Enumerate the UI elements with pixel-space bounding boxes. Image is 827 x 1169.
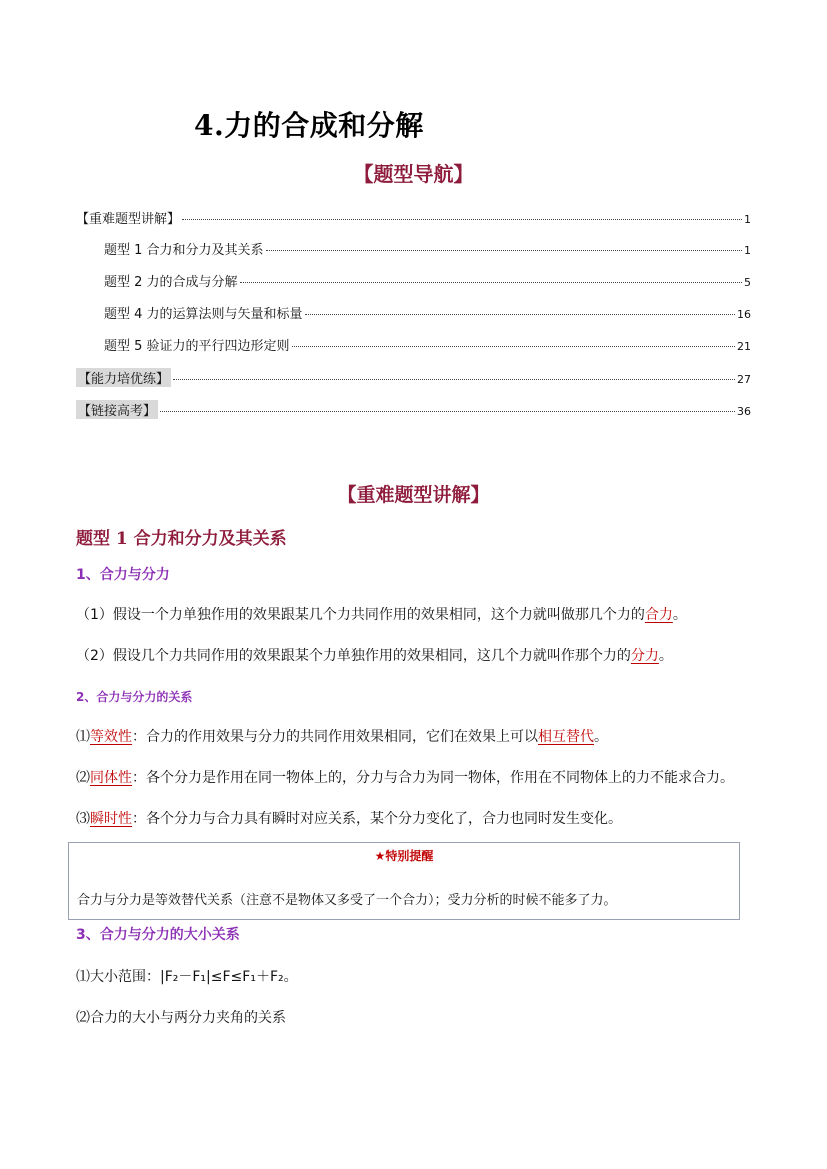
special-reminder-title: ★特别提醒 xyxy=(374,849,434,863)
magnitude-angle: ⑵合力的大小与两分力夹角的关系 xyxy=(76,1010,286,1026)
special-reminder-box xyxy=(68,842,740,920)
toc-label: 【重难题型讲解】 xyxy=(76,212,181,227)
toc-leader xyxy=(305,314,735,315)
keyword-equivalence: 等效性 xyxy=(90,729,132,745)
keyword-instantaneous: 瞬时性 xyxy=(90,811,132,827)
relation-equivalence xyxy=(76,726,608,746)
paragraph-text: （2）假设几个力共同作用的效果跟某个力单独作用的效果相同，这几个力就叫作那个力的 xyxy=(76,648,631,664)
toc-leader xyxy=(182,219,742,220)
toc-entry[interactable] xyxy=(104,239,751,258)
nav-heading: 【题型导航】 xyxy=(353,162,474,186)
toc-entry[interactable] xyxy=(76,368,751,387)
toc-page: 1 xyxy=(744,213,751,226)
paragraph-resultant xyxy=(76,604,687,624)
toc-page: 16 xyxy=(737,308,751,321)
toc-label: 【链接高考】 xyxy=(76,400,158,419)
section-heading: 【重难题型讲解】 xyxy=(337,484,490,506)
paragraph-end: 。 xyxy=(658,648,673,664)
relation-instantaneous xyxy=(76,808,622,828)
relation-end: 。 xyxy=(594,729,608,745)
toc-page: 27 xyxy=(737,373,751,386)
toc-label: 题型 2 力的合成与分解 xyxy=(104,275,238,290)
toc-leader xyxy=(240,282,742,283)
list-number: ⑴ xyxy=(76,729,90,745)
toc-label: 题型 4 力的运算法则与矢量和标量 xyxy=(104,307,303,322)
toc-leader xyxy=(292,346,735,347)
list-number: ⑶ xyxy=(76,811,90,827)
toc-page: 36 xyxy=(737,405,751,418)
type-heading: 题型 1 合力和分力及其关系 xyxy=(76,529,287,549)
toc-page: 5 xyxy=(744,276,751,289)
magnitude-range: ⑴大小范围：|F₂－F₁|≤F≤F₁＋F₂。 xyxy=(76,969,298,985)
toc-leader xyxy=(160,411,735,412)
toc-entry[interactable] xyxy=(104,303,751,322)
relation-text: ：各个分力是作用在同一物体上的，分力与合力为同一物体，作用在不同物体上的力不能求合力。 xyxy=(132,770,734,786)
keyword-substitution: 相互替代 xyxy=(538,729,594,745)
subheading-concept: 1、合力与分力 xyxy=(76,567,170,583)
subheading-relation: 2、合力与分力的关系 xyxy=(76,690,193,704)
toc-page: 1 xyxy=(744,244,751,257)
page-title: 4.力的合成和分解 xyxy=(194,109,424,142)
toc-label: 题型 5 验证力的平行四边形定则 xyxy=(104,339,290,354)
toc-entry[interactable] xyxy=(76,208,751,227)
relation-text: ：合力的作用效果与分力的共同作用效果相同，它们在效果上可以 xyxy=(132,729,538,745)
toc-label: 【能力培优练】 xyxy=(76,368,171,387)
toc-entry[interactable] xyxy=(104,271,751,290)
toc-page: 21 xyxy=(737,340,751,353)
toc-entry[interactable] xyxy=(76,400,751,419)
relation-same-body xyxy=(76,767,734,787)
toc-leader xyxy=(173,379,735,380)
paragraph-component xyxy=(76,645,673,665)
toc-entry[interactable] xyxy=(104,335,751,354)
list-number: ⑵ xyxy=(76,770,90,786)
toc-label: 题型 1 合力和分力及其关系 xyxy=(104,243,264,258)
paragraph-end: 。 xyxy=(672,607,687,623)
toc-leader xyxy=(266,250,742,251)
paragraph-text: （1）假设一个力单独作用的效果跟某几个力共同作用的效果相同，这个力就叫做那几个力的 xyxy=(76,607,645,623)
subheading-magnitude: 3、合力与分力的大小关系 xyxy=(76,927,240,943)
keyword-same-body: 同体性 xyxy=(90,770,132,786)
keyword-component: 分力 xyxy=(630,648,659,664)
special-reminder-text: 合力与分力是等效替代关系（注意不是物体又多受了一个合力）；受力分析的时候不能多了力。 xyxy=(77,893,617,908)
keyword-resultant: 合力 xyxy=(644,607,673,623)
relation-text: ：各个分力与合力具有瞬时对应关系，某个分力变化了，合力也同时发生变化。 xyxy=(132,811,622,827)
